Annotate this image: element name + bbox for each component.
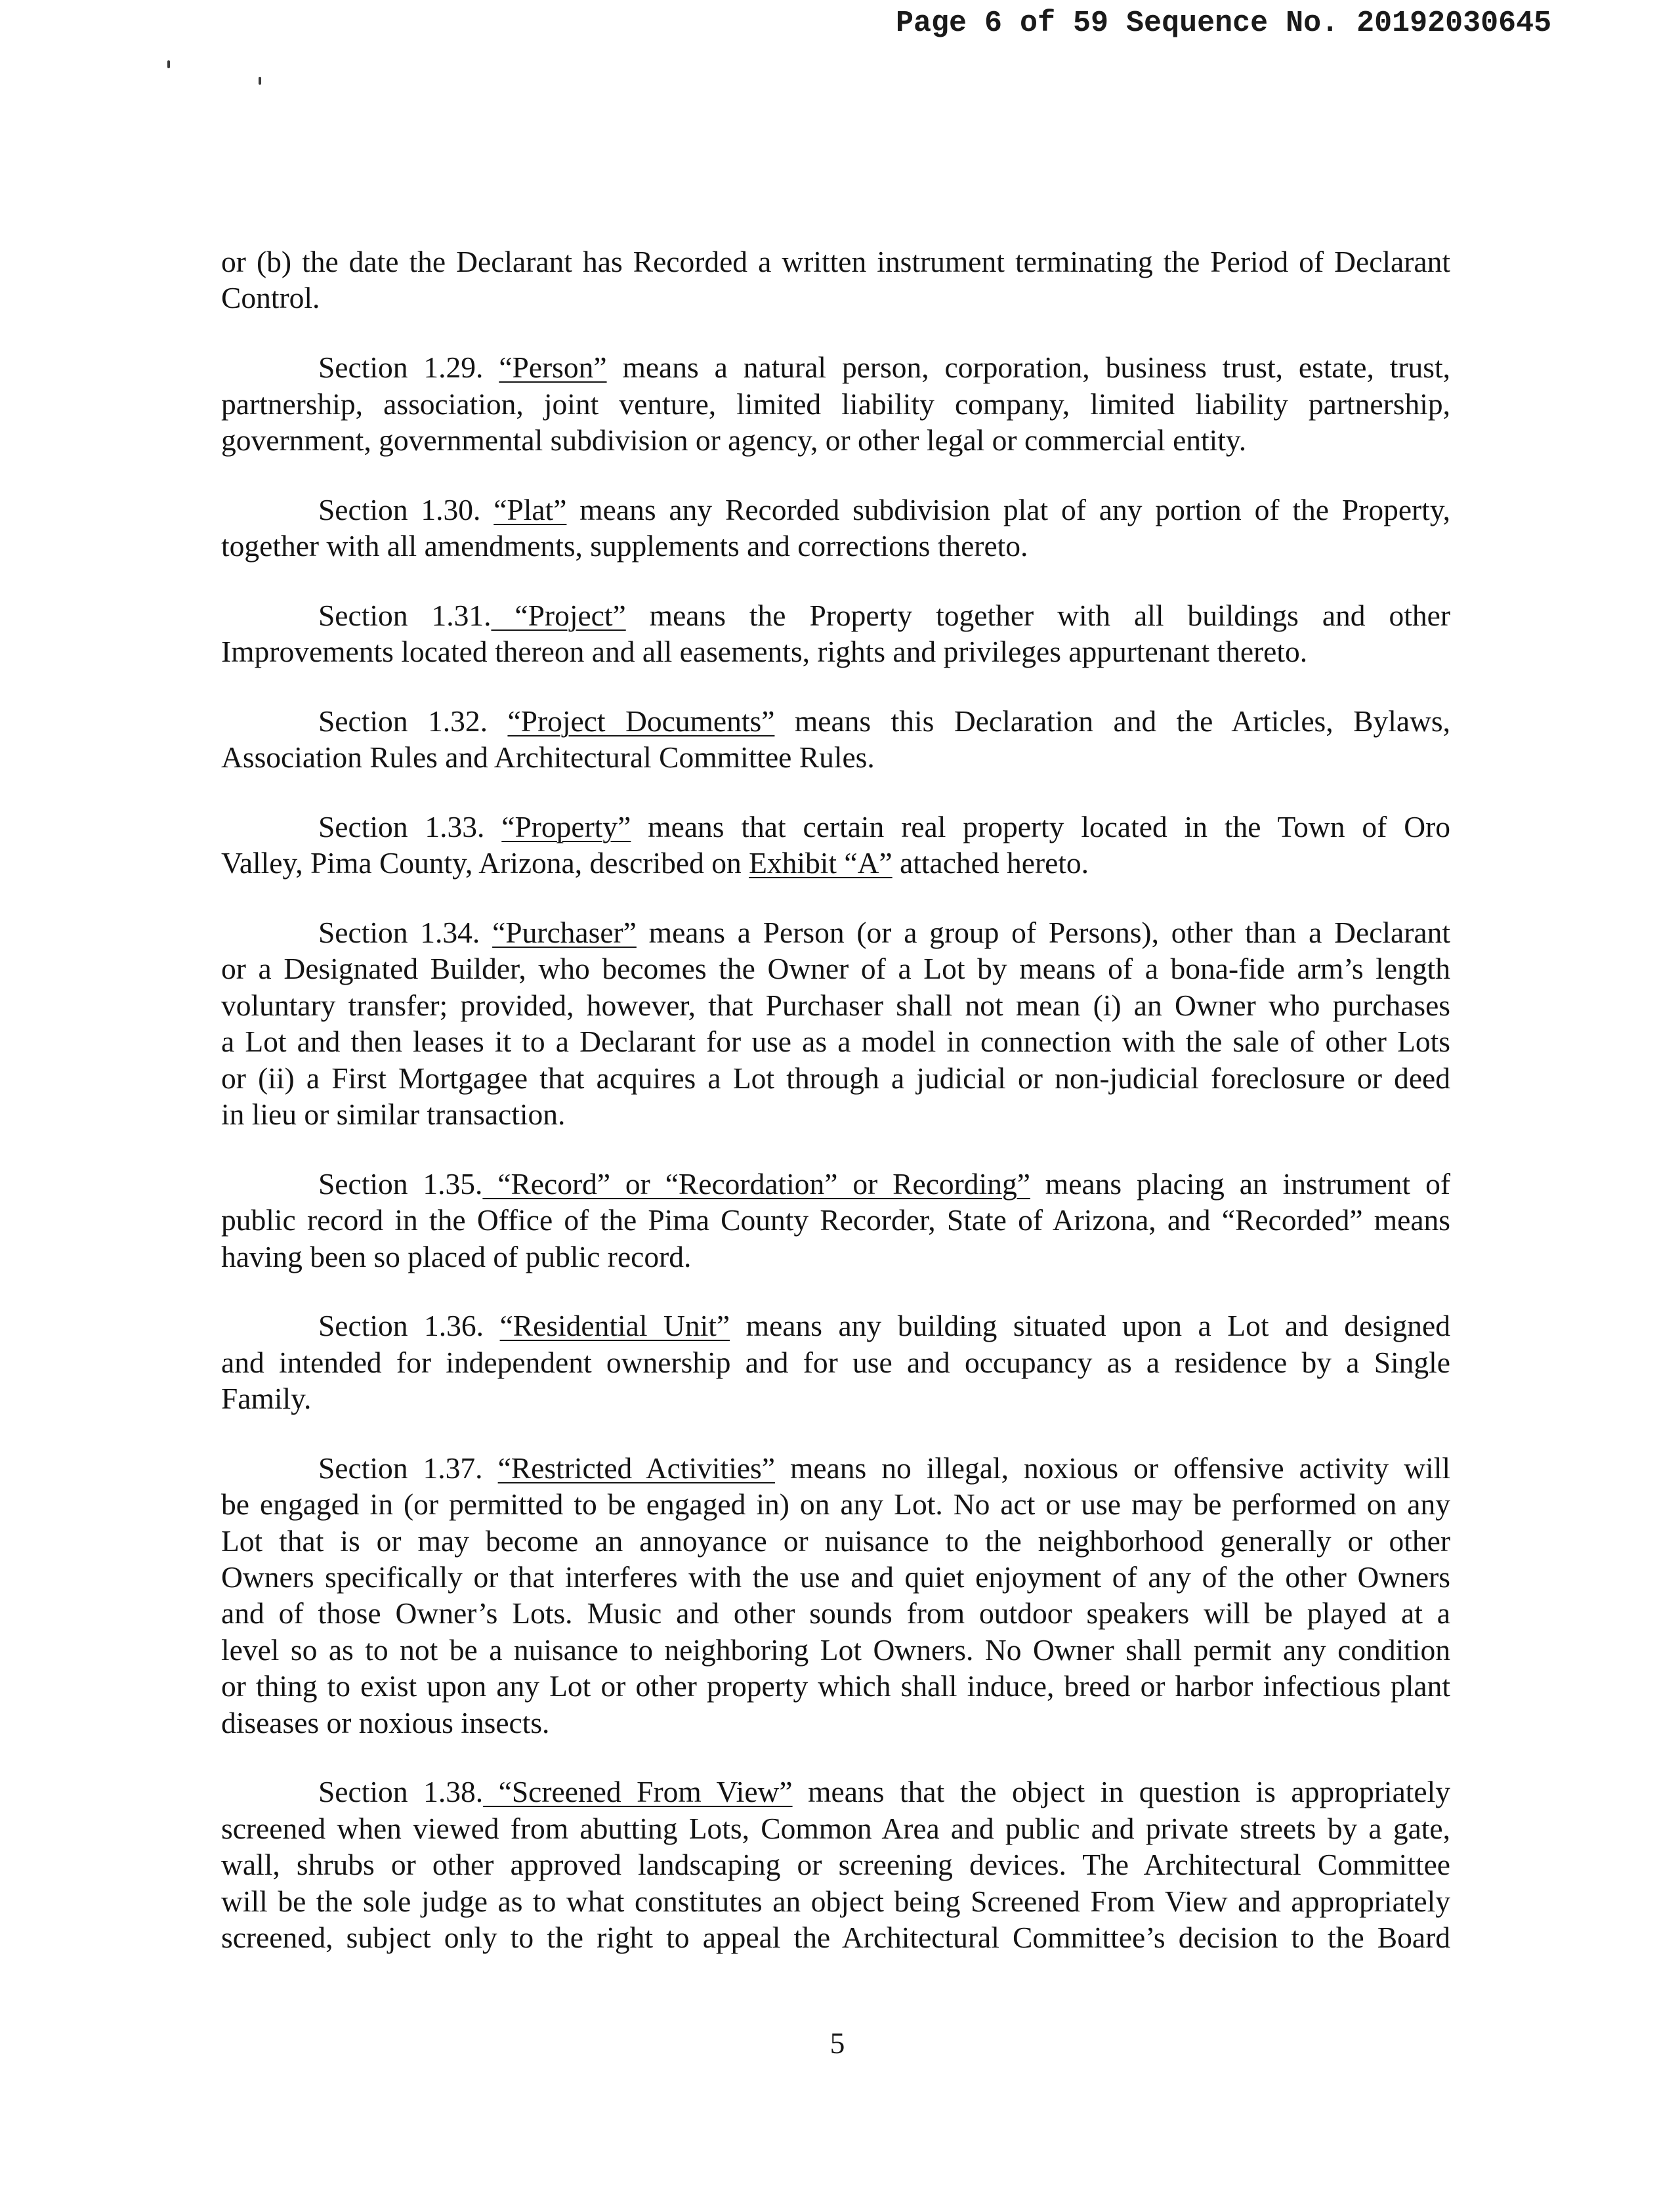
text-line: [221, 1632, 1450, 1668]
text-run: in lieu or similar transaction.: [221, 1098, 566, 1131]
text-run: Section 1.32.: [318, 704, 508, 738]
text-line: [221, 987, 1450, 1023]
defined-term: “Screened From View”: [483, 1775, 793, 1809]
text-line: [221, 703, 1450, 739]
text-line: [221, 1919, 1450, 1955]
text-run: means that certain real property located in the Town of Oro: [631, 809, 1450, 843]
paragraph: [221, 492, 1450, 565]
text-run: means a Person (or a group of Persons), other than a Declarant: [636, 915, 1450, 949]
text-line: [221, 422, 1450, 458]
paragraph: [221, 914, 1450, 1133]
text-line: [221, 280, 1450, 316]
paragraph: [221, 1166, 1450, 1275]
text-run: having been so placed of public record.: [221, 1239, 692, 1273]
text-run: and intended for independent ownership and for use and occupancy as a residence by a Single: [221, 1345, 1450, 1379]
text-run: Section 1.36.: [318, 1309, 500, 1343]
text-run: a Lot and then leases it to a Declarant for use as a model in connection with the sale of other Lots: [221, 1025, 1450, 1059]
text-line: [221, 1774, 1450, 1810]
text-run: means the Property together with all buildings and other: [625, 598, 1450, 632]
text-run: level so as to not be a nuisance to neighboring Lot Owners. No Owner shall permit any condition: [221, 1632, 1450, 1667]
defined-term: “Purchaser”: [492, 915, 637, 949]
paragraph: [221, 1774, 1450, 1955]
text-run: public record in the Office of the Pima County Recorder, State of Arizona, and “Recorded” means: [221, 1203, 1450, 1237]
text-run: or thing to exist upon any Lot or other property which shall induce, breed or harbor infectious plant: [221, 1669, 1450, 1703]
text-run: Section 1.29.: [318, 351, 499, 385]
scan-mark: [167, 60, 170, 68]
text-run: or a Designated Builder, who becomes the Owner of a Lot by means of a bona-fide arm’s length: [221, 952, 1450, 986]
text-run: Section 1.38.: [318, 1775, 484, 1809]
text-line: [221, 1523, 1450, 1559]
text-line: [221, 528, 1450, 564]
text-run: partnership, association, joint venture, limited liability company, limited liability partnership,: [221, 387, 1450, 421]
defined-term: “Project Documents”: [507, 704, 775, 738]
text-run: means no illegal, noxious or offensive activity will: [774, 1451, 1450, 1485]
text-run: will be the sole judge as to what constitutes an object being Screened From View and appropriately: [221, 1884, 1450, 1918]
text-run: means placing an instrument of: [1030, 1166, 1450, 1201]
text-run: wall, shrubs or other approved landscaping or screening devices. The Architectural Committee: [221, 1848, 1450, 1882]
text-run: be engaged in (or permitted to be engaged in) on any Lot. No act or use may be performed on any: [221, 1487, 1450, 1522]
text-line: [221, 1060, 1450, 1096]
text-run: Section 1.35.: [318, 1166, 483, 1201]
text-run: Lot that is or may become an annoyance or nuisance to the neighborhood generally or other: [221, 1524, 1450, 1558]
text-run: means this Declaration and the Articles, Bylaws,: [774, 704, 1450, 738]
text-run: Association Rules and Architectural Committee Rules.: [221, 740, 875, 775]
text-line: [221, 1450, 1450, 1486]
page-sequence-header: Page 6 of 59 Sequence No. 20192030645: [896, 7, 1552, 40]
paragraph: [221, 703, 1450, 776]
text-line: [221, 809, 1450, 845]
text-run: means that the object in question is appropriately: [792, 1775, 1450, 1809]
text-line: [221, 1344, 1450, 1380]
paragraph: [221, 809, 1450, 882]
text-run: screened when viewed from abutting Lots, Common Area and public and private streets by a gate,: [221, 1811, 1450, 1845]
text-line: [221, 597, 1450, 633]
text-line: [221, 244, 1450, 280]
defined-term: “Record” or “Recordation” or Recording”: [482, 1166, 1030, 1201]
text-line: [221, 1668, 1450, 1704]
defined-term: “Project”: [491, 598, 626, 632]
text-line: [221, 386, 1450, 422]
defined-term: “Residential Unit”: [499, 1309, 730, 1343]
text-line: [221, 1595, 1450, 1631]
paragraph: [221, 1450, 1450, 1741]
text-run: means a natural person, corporation, business trust, estate, trust,: [606, 351, 1450, 385]
text-run: attached hereto.: [892, 846, 1089, 880]
paragraph: [221, 244, 1450, 316]
text-line: [221, 1486, 1450, 1522]
paragraph: [221, 1308, 1450, 1417]
text-line: [221, 349, 1450, 385]
text-run: means any Recorded subdivision plat of any portion of the Property,: [566, 492, 1450, 526]
text-line: [221, 1023, 1450, 1059]
text-run: diseases or noxious insects.: [221, 1705, 550, 1739]
text-run: or (ii) a First Mortgagee that acquires a Lot through a judicial or non-judicial foreclosure or deed: [221, 1061, 1450, 1095]
defined-term: Exhibit “A”: [749, 846, 892, 880]
text-run: means any building situated upon a Lot and designed: [730, 1309, 1450, 1343]
text-run: screened, subject only to the right to appeal the Architectural Committee’s decision to the Board: [221, 1921, 1450, 1955]
text-run: together with all amendments, supplements and corrections thereto.: [221, 529, 1028, 563]
defined-term: “Property”: [501, 809, 631, 843]
text-run: Owners specifically or that interferes with the use and quiet enjoyment of any of the other Owners: [221, 1560, 1450, 1594]
paragraph: [221, 349, 1450, 458]
text-run: Family.: [221, 1382, 312, 1415]
text-line: [221, 492, 1450, 528]
text-run: government, governmental subdivision or agency, or other legal or commercial entity.: [221, 423, 1247, 457]
text-run: Improvements located thereon and all easements, rights and privileges appurtenant thereto.: [221, 635, 1308, 669]
text-run: Section 1.37.: [318, 1451, 498, 1485]
text-line: [221, 1846, 1450, 1883]
text-line: [221, 1810, 1450, 1846]
text-run: or (b) the date the Declarant has Recorded a written instrument terminating the Period of Declarant: [221, 245, 1450, 278]
text-line: [221, 914, 1450, 950]
text-line: [221, 1705, 1450, 1741]
scan-mark: [259, 77, 261, 85]
text-line: [221, 1380, 1450, 1417]
text-line: [221, 1559, 1450, 1595]
text-run: and of those Owner’s Lots. Music and other sounds from outdoor speakers will be played at a: [221, 1596, 1450, 1630]
text-line: [221, 739, 1450, 775]
text-run: Control.: [221, 281, 320, 315]
text-line: [221, 845, 1450, 881]
text-run: Valley, Pima County, Arizona, described on: [221, 846, 749, 880]
text-run: Section 1.34.: [318, 915, 493, 949]
paragraph: [221, 597, 1450, 670]
text-run: Section 1.30.: [318, 492, 494, 526]
text-line: [221, 1166, 1450, 1202]
text-line: [221, 1096, 1450, 1132]
defined-term: “Plat”: [494, 492, 567, 526]
document-body: [221, 244, 1450, 1956]
text-line: [221, 1308, 1450, 1344]
text-line: [221, 950, 1450, 987]
text-run: Section 1.33.: [318, 809, 502, 843]
text-run: voluntary transfer; provided, however, that Purchaser shall not mean (i) an Owner who purchases: [221, 988, 1450, 1022]
text-run: Section 1.31.: [318, 598, 492, 632]
page-number: 5: [830, 2026, 845, 2060]
text-line: [221, 1202, 1450, 1238]
defined-term: “Person”: [499, 351, 607, 385]
text-line: [221, 1883, 1450, 1919]
text-line: [221, 1239, 1450, 1275]
text-line: [221, 633, 1450, 670]
defined-term: “Restricted Activities”: [497, 1451, 775, 1485]
